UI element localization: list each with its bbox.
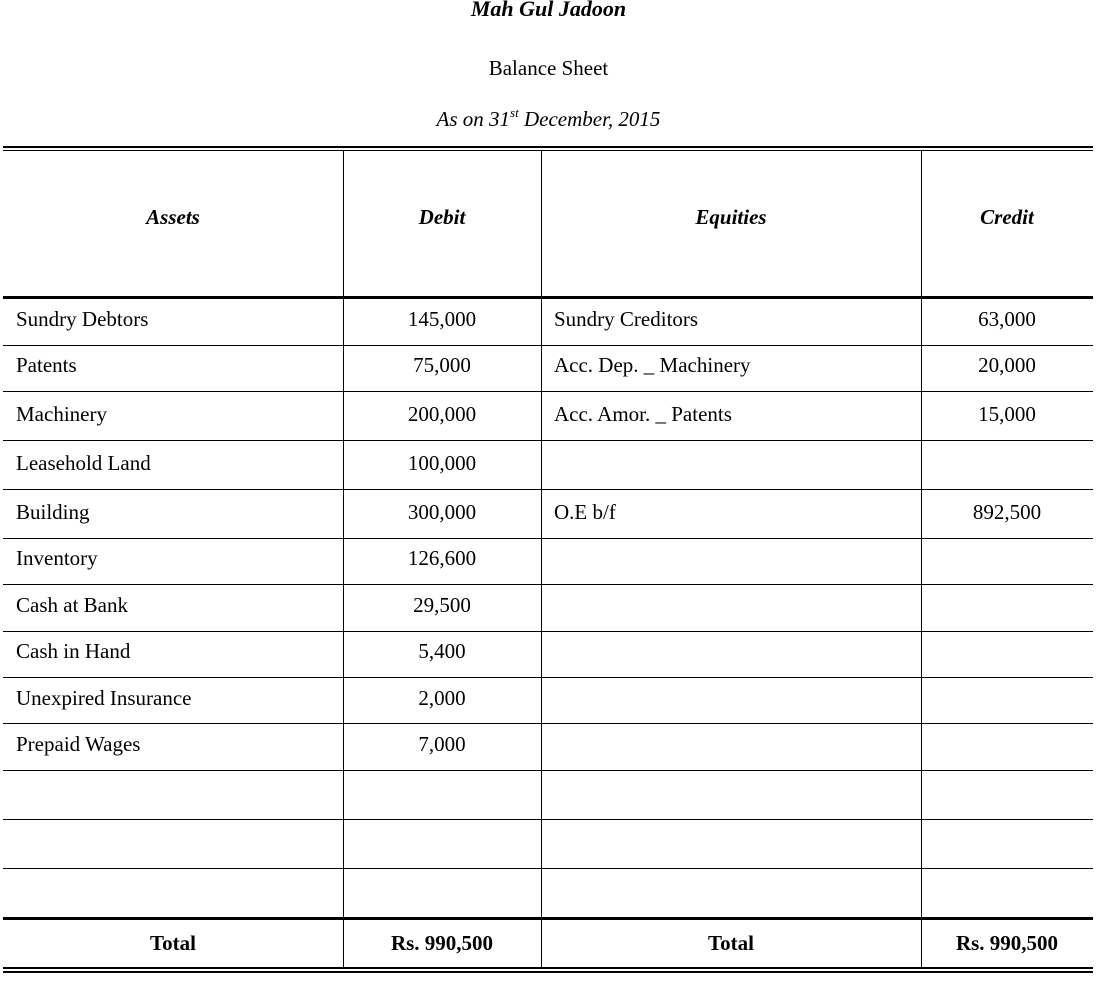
asset-cell: Prepaid Wages bbox=[16, 732, 141, 756]
debit-cell: 29,500 bbox=[413, 593, 471, 617]
debit-cell: 145,000 bbox=[407, 307, 477, 331]
asset-cell: Inventory bbox=[16, 546, 98, 570]
asset-cell: Unexpired Insurance bbox=[16, 686, 192, 710]
debit-cell: 5,400 bbox=[418, 639, 466, 663]
debit-cell: 126,600 bbox=[407, 546, 477, 570]
total-credit-value: Rs. 990,500 bbox=[955, 931, 1059, 955]
credit-cell: 20,000 bbox=[978, 353, 1036, 377]
debit-cell: 75,000 bbox=[413, 353, 471, 377]
table-row bbox=[3, 819, 1093, 868]
debit-cell: 200,000 bbox=[407, 402, 477, 426]
top-rule-inner bbox=[3, 150, 1093, 151]
statement-title: Balance Sheet bbox=[488, 56, 609, 80]
table-row bbox=[3, 770, 1093, 819]
asset-cell: Machinery bbox=[16, 402, 107, 426]
debit-cell: 2,000 bbox=[418, 686, 466, 710]
statement-date bbox=[0, 106, 1097, 132]
top-rule-outer bbox=[3, 146, 1093, 148]
credit-cell: 892,500 bbox=[972, 500, 1042, 524]
asset-cell: Leasehold Land bbox=[16, 451, 151, 475]
debit-cell: 100,000 bbox=[407, 451, 477, 475]
asset-cell: Cash at Bank bbox=[16, 593, 128, 617]
equity-cell: Acc. Dep. _ Machinery bbox=[554, 353, 751, 377]
asset-cell: Building bbox=[16, 500, 90, 524]
header-credit: Credit bbox=[980, 205, 1034, 229]
bottom-rule-outer bbox=[3, 971, 1093, 973]
date-prefix: As on 31 bbox=[436, 107, 511, 131]
bottom-rule-inner bbox=[3, 967, 1093, 969]
company-name: Mah Gul Jadoon bbox=[470, 0, 627, 21]
debit-cell: 300,000 bbox=[407, 500, 477, 524]
header-assets: Assets bbox=[146, 205, 200, 229]
asset-cell: Cash in Hand bbox=[16, 639, 131, 663]
asset-cell: Sundry Debtors bbox=[16, 307, 149, 331]
equity-cell: Acc. Amor. _ Patents bbox=[554, 402, 732, 426]
equity-cell: Sundry Creditors bbox=[554, 307, 699, 331]
header-debit: Debit bbox=[418, 205, 466, 229]
total-debit-value: Rs. 990,500 bbox=[390, 931, 494, 955]
header-equities: Equities bbox=[695, 205, 767, 229]
total-assets-label: Total bbox=[150, 931, 196, 955]
total-equities-label: Total bbox=[708, 931, 754, 955]
date-rest: December, 2015 bbox=[518, 107, 661, 131]
debit-cell: 7,000 bbox=[418, 732, 466, 756]
asset-cell: Patents bbox=[16, 353, 77, 377]
table-row bbox=[3, 868, 1093, 918]
date-ordinal-suffix: st bbox=[510, 105, 519, 120]
equity-cell: O.E b/f bbox=[554, 500, 616, 524]
credit-cell: 15,000 bbox=[978, 402, 1036, 426]
credit-cell: 63,000 bbox=[978, 307, 1036, 331]
